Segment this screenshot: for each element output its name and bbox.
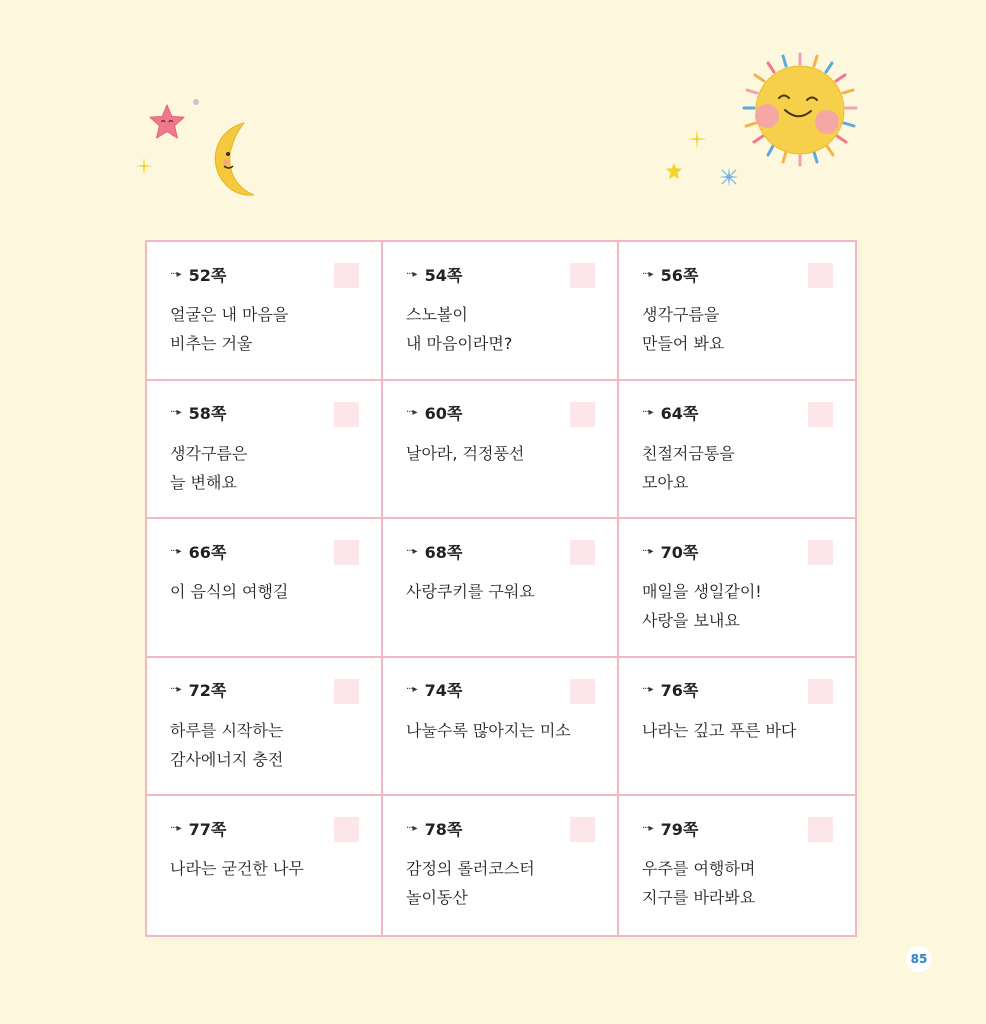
dotted-arrow-icon: ···▸ bbox=[406, 684, 417, 696]
checkbox[interactable] bbox=[334, 402, 359, 427]
checklist-item bbox=[619, 658, 855, 797]
dotted-arrow-icon: ···▸ bbox=[170, 268, 181, 280]
page-label: 52쪽 bbox=[188, 265, 227, 285]
dotted-arrow-icon: ···▸ bbox=[642, 684, 653, 696]
sparkle-icon bbox=[134, 156, 154, 176]
checklist-item bbox=[619, 796, 855, 935]
page-label: 79쪽 bbox=[660, 819, 699, 839]
checkbox[interactable] bbox=[570, 817, 595, 842]
checkbox[interactable] bbox=[334, 817, 359, 842]
activity-title: 날아라, 걱정풍선 bbox=[406, 443, 525, 463]
activity-title: 생각구름을 만들어 봐요 bbox=[642, 305, 725, 353]
activity-title: 사랑쿠키를 구워요 bbox=[406, 582, 535, 602]
checklist-item bbox=[619, 242, 855, 381]
activity-title: 나눌수록 많아지는 미소 bbox=[406, 720, 571, 740]
page-label: 68쪽 bbox=[424, 542, 463, 562]
star-face-icon bbox=[148, 103, 186, 141]
activity-title: 우주를 여행하며 지구를 바라봐요 bbox=[642, 859, 756, 908]
checklist-item bbox=[147, 796, 383, 935]
activity-title: 친절저금통을 모아요 bbox=[642, 443, 735, 492]
checklist-item bbox=[383, 796, 619, 935]
checkbox[interactable] bbox=[808, 263, 833, 288]
dotted-arrow-icon: ···▸ bbox=[642, 545, 653, 557]
page-number: 85 bbox=[906, 946, 932, 972]
checkbox[interactable] bbox=[570, 540, 595, 565]
checkbox[interactable] bbox=[334, 679, 359, 704]
moon-face-icon bbox=[206, 120, 256, 198]
dotted-arrow-icon: ···▸ bbox=[170, 545, 181, 557]
sparkle-icon bbox=[718, 166, 740, 188]
dotted-arrow-icon: ···▸ bbox=[170, 822, 181, 834]
activity-checklist-grid bbox=[145, 240, 857, 937]
page-label: 54쪽 bbox=[424, 265, 463, 285]
dotted-arrow-icon: ···▸ bbox=[406, 268, 417, 280]
dotted-arrow-icon: ···▸ bbox=[642, 822, 653, 834]
checklist-item bbox=[147, 381, 383, 520]
sparkle-icon bbox=[686, 128, 708, 150]
checklist-item bbox=[147, 658, 383, 797]
page-label: 78쪽 bbox=[424, 819, 463, 839]
activity-title: 매일을 생일같이! 사랑을 보내요 bbox=[642, 582, 762, 631]
checkbox[interactable] bbox=[808, 679, 833, 704]
checkbox[interactable] bbox=[334, 540, 359, 565]
page-label: 76쪽 bbox=[660, 681, 699, 701]
dotted-arrow-icon: ···▸ bbox=[642, 268, 653, 280]
checkbox[interactable] bbox=[570, 679, 595, 704]
checklist-item bbox=[383, 242, 619, 381]
checkbox[interactable] bbox=[570, 263, 595, 288]
activity-title: 얼굴은 내 마음을 비추는 거울 bbox=[170, 305, 289, 353]
checklist-item bbox=[383, 658, 619, 797]
page-label: 60쪽 bbox=[424, 404, 463, 424]
activity-title: 나라는 굳건한 나무 bbox=[170, 859, 304, 879]
checkbox[interactable] bbox=[334, 263, 359, 288]
checklist-item bbox=[383, 519, 619, 658]
checklist-item bbox=[619, 519, 855, 658]
page-label: 64쪽 bbox=[660, 404, 699, 424]
checklist-item bbox=[383, 381, 619, 520]
page-label: 56쪽 bbox=[660, 265, 699, 285]
page-label: 66쪽 bbox=[188, 542, 227, 562]
page-label: 74쪽 bbox=[424, 681, 463, 701]
dotted-arrow-icon: ···▸ bbox=[170, 407, 181, 419]
checkbox[interactable] bbox=[808, 402, 833, 427]
dotted-arrow-icon: ···▸ bbox=[642, 407, 653, 419]
activity-title: 하루를 시작하는 감사에너지 충전 bbox=[170, 720, 284, 769]
dotted-arrow-icon: ···▸ bbox=[406, 545, 417, 557]
checkbox[interactable] bbox=[570, 402, 595, 427]
checkbox[interactable] bbox=[808, 540, 833, 565]
checklist-item bbox=[147, 519, 383, 658]
page-label: 72쪽 bbox=[188, 681, 227, 701]
activity-title: 생각구름은 늘 변해요 bbox=[170, 443, 248, 492]
checkbox[interactable] bbox=[808, 817, 833, 842]
page-label: 70쪽 bbox=[660, 542, 699, 562]
dotted-arrow-icon: ···▸ bbox=[406, 407, 417, 419]
sun-face-icon bbox=[735, 48, 865, 178]
dotted-arrow-icon: ···▸ bbox=[170, 684, 181, 696]
activity-title: 감정의 롤러코스터 놀이동산 bbox=[406, 859, 535, 908]
star-icon bbox=[665, 162, 683, 180]
checklist-item bbox=[147, 242, 383, 381]
dot-icon bbox=[192, 98, 200, 106]
checklist-item bbox=[619, 381, 855, 520]
activity-title: 스노볼이 내 마음이라면? bbox=[406, 305, 513, 353]
page-label: 58쪽 bbox=[188, 404, 227, 424]
dotted-arrow-icon: ···▸ bbox=[406, 822, 417, 834]
activity-title: 나라는 깊고 푸른 바다 bbox=[642, 720, 797, 740]
activity-title: 이 음식의 여행길 bbox=[170, 582, 289, 602]
page-label: 77쪽 bbox=[188, 819, 227, 839]
